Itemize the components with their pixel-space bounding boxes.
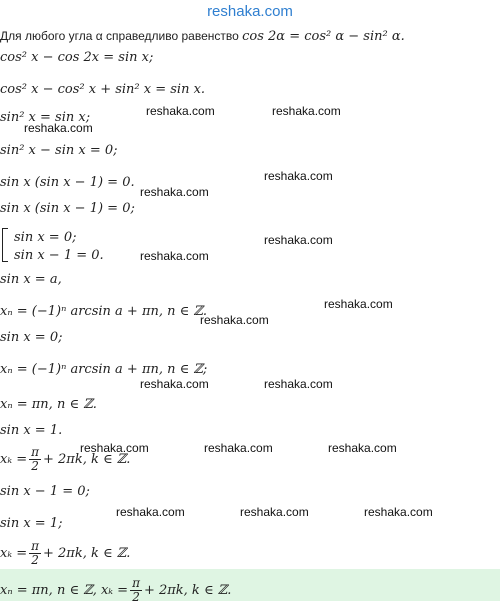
equation-line-fraction: [0, 540, 130, 567]
fraction-denominator: 2: [132, 590, 140, 601]
equation-line: cos² x − cos 2x = sin x;: [0, 50, 154, 65]
watermark: reshaka.com: [140, 249, 209, 263]
watermark: reshaka.com: [146, 104, 215, 118]
equation-line: sin² x − sin x = 0;: [0, 143, 118, 158]
equation-line: sin x − 1 = 0;: [0, 484, 90, 499]
equation-line: sin x = 0;: [0, 330, 63, 345]
system-row: sin x − 1 = 0.: [14, 248, 104, 263]
fraction-numerator: π: [31, 539, 39, 553]
equation-line: xₙ = (−1)ⁿ arcsin a + πn, n ∈ ℤ.: [0, 304, 208, 319]
watermark: reshaka.com: [80, 441, 149, 455]
equation-line: sin x (sin x − 1) = 0.: [0, 175, 135, 190]
fraction-numerator: π: [31, 445, 39, 459]
fraction-numerator: π: [132, 576, 140, 590]
watermark: reshaka.com: [324, 297, 393, 311]
watermark: reshaka.com: [200, 313, 269, 327]
equation-line: sin x (sin x − 1) = 0;: [0, 201, 135, 216]
watermark: reshaka.com: [264, 377, 333, 391]
fraction-denominator: 2: [31, 553, 39, 567]
fraction-prefix: xₖ =: [0, 545, 28, 561]
watermark: reshaka.com: [204, 441, 273, 455]
fraction: [29, 540, 41, 567]
watermark: reshaka.com: [240, 505, 309, 519]
fraction: [29, 446, 41, 473]
equation-line: xₙ = (−1)ⁿ arcsin a + πn, n ∈ ℤ;: [0, 362, 208, 377]
fraction: [130, 577, 142, 601]
site-logo[interactable]: reshaka.com: [207, 3, 293, 20]
watermark: reshaka.com: [264, 233, 333, 247]
equation-line: sin² x = sin x;: [0, 110, 91, 125]
system-row: sin x = 0;: [14, 230, 77, 245]
equation-system: [0, 226, 130, 266]
final-answer: [0, 577, 231, 601]
watermark: reshaka.com: [272, 104, 341, 118]
watermark: reshaka.com: [140, 185, 209, 199]
equation-line: sin x = 1;: [0, 516, 63, 531]
fraction-suffix: + 2πk, k ∈ ℤ.: [43, 451, 131, 467]
watermark: reshaka.com: [24, 121, 93, 135]
watermark: reshaka.com: [364, 505, 433, 519]
equation-line: xₙ = πn, n ∈ ℤ.: [0, 397, 97, 412]
equation-line: sin x = 1.: [0, 423, 63, 438]
intro-text: Для любого угла α справедливо равенство: [0, 29, 239, 43]
intro-statement: [0, 28, 405, 45]
equation-line: sin x = a,: [0, 272, 62, 287]
answer-prefix: xₙ = πn, n ∈ ℤ, xₖ =: [0, 582, 129, 598]
fraction-suffix: + 2πk, k ∈ ℤ.: [43, 545, 131, 561]
answer-suffix: + 2πk, k ∈ ℤ.: [143, 582, 232, 598]
watermark: reshaka.com: [140, 377, 209, 391]
equation-line: cos² x − cos² x + sin² x = sin x.: [0, 82, 206, 97]
watermark: reshaka.com: [328, 441, 397, 455]
fraction-prefix: xₖ =: [0, 451, 28, 467]
fraction-denominator: 2: [31, 459, 39, 473]
final-answer-box: [0, 569, 500, 601]
intro-formula: cos 2α = cos² α − sin² α.: [242, 29, 405, 44]
watermark: reshaka.com: [116, 505, 185, 519]
watermark: reshaka.com: [264, 169, 333, 183]
system-bracket: [2, 228, 8, 262]
